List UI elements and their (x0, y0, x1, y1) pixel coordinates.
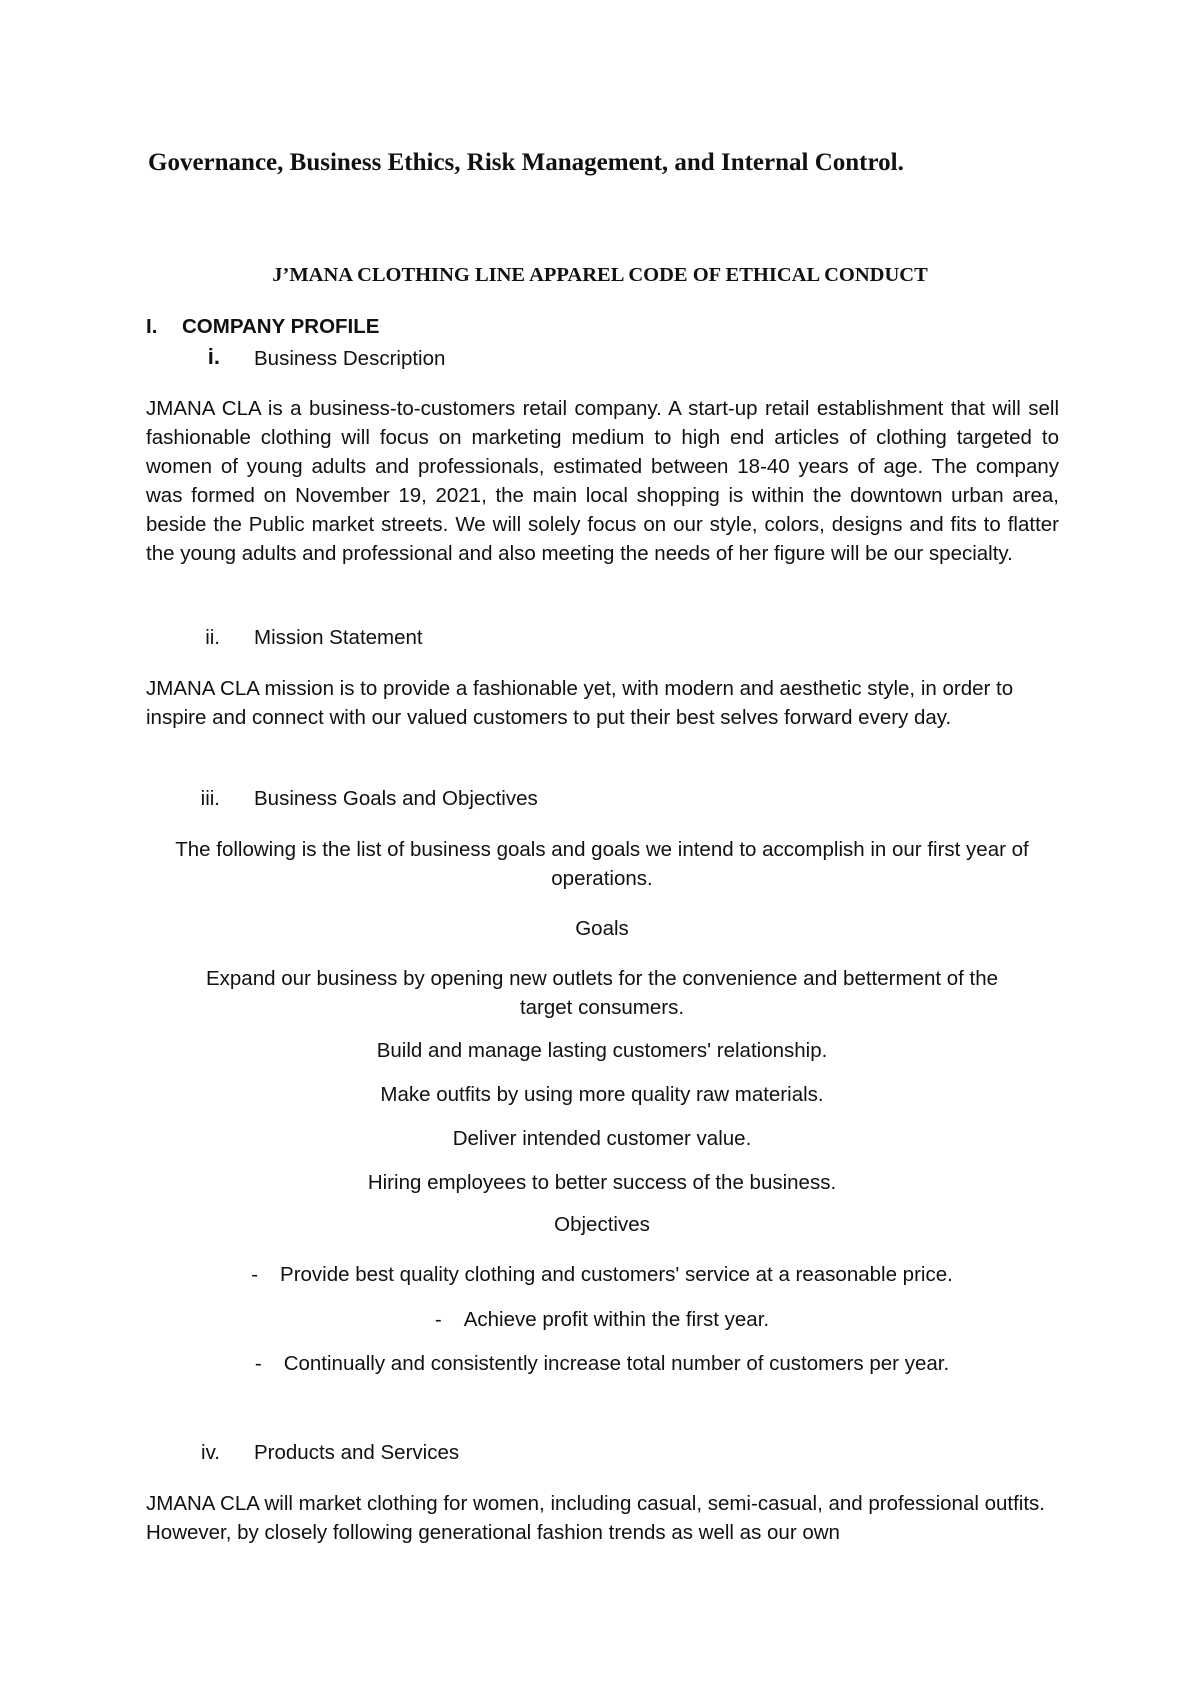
goal-item: Make outfits by using more quality raw materials. (380, 1083, 824, 1106)
objective-text: Continually and consistently increase total number of customers per year. (283, 1352, 950, 1375)
objective-text: Provide best quality clothing and customers' service at a reasonable price. (280, 1263, 953, 1286)
goal-item: Hiring employees to better success of the business. (367, 1171, 837, 1194)
course-title: Governance, Business Ethics, Risk Management, and Internal Control. (148, 149, 904, 176)
mission-paragraph: JMANA CLA mission is to provide a fashionable yet, with modern and aesthetic style, in order to inspire and connect with our valued customers to put their best selves forward every day. (146, 677, 1014, 729)
goal-item: Expand our business by opening new outlets for the convenience and betterment of the target consumers. (205, 967, 999, 1019)
goal-item: Build and manage lasting customers' relationship. (376, 1039, 828, 1062)
objective-item (146, 1305, 1058, 1334)
objectives-heading: Objectives (554, 1213, 650, 1236)
dash-bullet: - (251, 1263, 259, 1286)
subsection-title-goals: Business Goals and Objectives (254, 787, 538, 810)
section-title: COMPANY PROFILE (182, 315, 380, 338)
subsection-number-mission: ii. (205, 626, 220, 649)
goals-intro: The following is the list of business goals and goals we intend to accomplish in our first year of operations. (175, 838, 1029, 890)
objective-item (146, 1260, 1058, 1289)
document-title: J’MANA CLOTHING LINE APPAREL CODE OF ETHICAL CONDUCT (272, 264, 928, 286)
subsection-number-products: iv. (201, 1441, 220, 1464)
dash-bullet: - (434, 1308, 442, 1331)
products-paragraph: JMANA CLA will market clothing for women, including casual, semi-casual, and professional outfits. However, by closely following generational fashion trends as well as our own (146, 1492, 1045, 1544)
goals-heading: Goals (575, 917, 629, 940)
subsection-title-business-description: Business Description (254, 347, 446, 370)
business-description-paragraph: JMANA CLA is a business-to-customers retail company. A start-up retail establishment that will sell fashionable clothing will focus on marketing medium to high end articles of clothing targeted to women of young adults and professionals, estimated between 18-40 years of age. The company was formed on November 19, 2021, the main local shopping is within the downtown urban area, beside the Public market streets. We will solely focus on our style, colors, designs and fits to flatter the young adults and professional and also meeting the needs of her figure will be our specialty. (146, 397, 1059, 565)
subsection-number-goals: iii. (200, 787, 220, 810)
goal-item: Deliver intended customer value. (452, 1127, 752, 1150)
dash-bullet: - (254, 1352, 262, 1375)
objective-text: Achieve profit within the first year. (463, 1308, 770, 1331)
subsection-title-products: Products and Services (254, 1441, 460, 1464)
subsection-title-mission: Mission Statement (254, 626, 423, 649)
section-number: I. (146, 315, 158, 338)
subsection-number-business-description: i. (207, 344, 220, 369)
objective-item (146, 1349, 1058, 1378)
